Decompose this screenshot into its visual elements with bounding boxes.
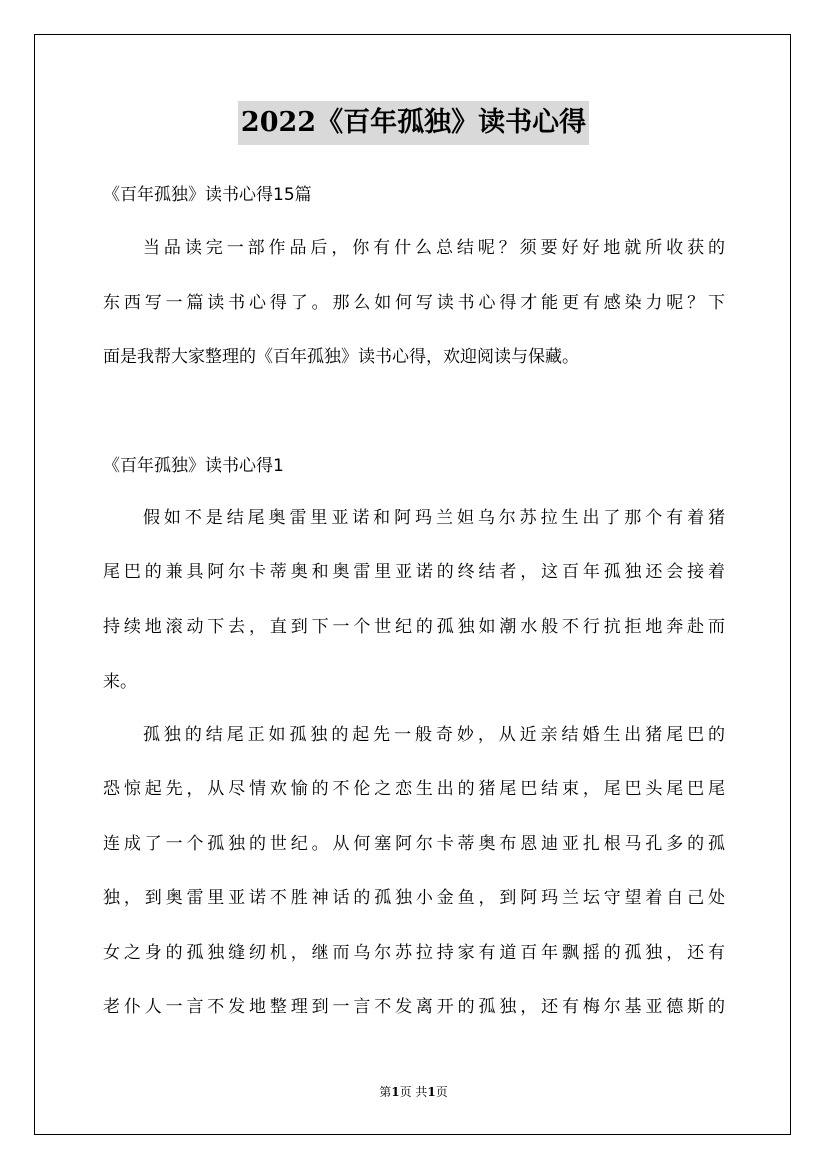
footer-suffix: 页 [435,1085,448,1099]
footer-current-page: 1 [391,1085,400,1099]
intro-line: 东西写一篇读书心得了。那么如何写读书心得才能更有感染力呢？下 [103,293,725,313]
paragraph-line: 恐惊起先，从尽情欢愉的不伦之恋生出的猪尾巴结束，尾巴头尾巴尾 [103,779,725,799]
document-title: 2022《百年孤独》读书心得 [238,101,589,145]
footer-total-pages: 1 [427,1085,436,1099]
paragraph-line: 假如不是结尾奥雷里亚诺和阿玛兰妲乌尔苏拉生出了那个有着猪 [143,508,725,528]
intro-line: 当品读完一部作品后，你有什么总结呢？须要好好地就所收获的 [143,238,725,258]
section-heading: 《百年孤独》读书心得1 [103,456,284,476]
paragraph-line: 独，到奥雷里亚诺不胜神话的孤独小金鱼，到阿玛兰坛守望着自己处 [103,888,725,908]
paragraph-line: 孤独的结尾正如孤独的起先一般奇妙，从近亲结婚生出猪尾巴的 [143,725,725,745]
intro-line: 面是我帮大家整理的《百年孤独》读书心得，欢迎阅读与保藏。 [103,347,579,367]
footer-mid: 页 共 [399,1085,428,1099]
subtitle: 《百年孤独》读书心得15篇 [103,185,312,205]
page-footer [0,1083,827,1100]
paragraph-line: 老仆人一言不发地整理到一言不发离开的孤独，还有梅尔基亚德斯的 [103,997,725,1017]
footer-prefix: 第 [379,1085,392,1099]
title-container [0,101,827,145]
paragraph-line: 来。 [103,672,137,692]
paragraph-line: 持续地滚动下去，直到下一个世纪的孤独如潮水般不行抗拒地奔赴而 [103,617,725,637]
paragraph-line: 女之身的孤独缝纫机，继而乌尔苏拉持家有道百年飘摇的孤独，还有 [103,943,725,963]
paragraph-line: 尾巴的兼具阿尔卡蒂奥和奥雷里亚诺的终结者，这百年孤独还会接着 [103,562,725,582]
paragraph-line: 连成了一个孤独的世纪。从何塞阿尔卡蒂奥布恩迪亚扎根马孔多的孤 [103,834,725,854]
